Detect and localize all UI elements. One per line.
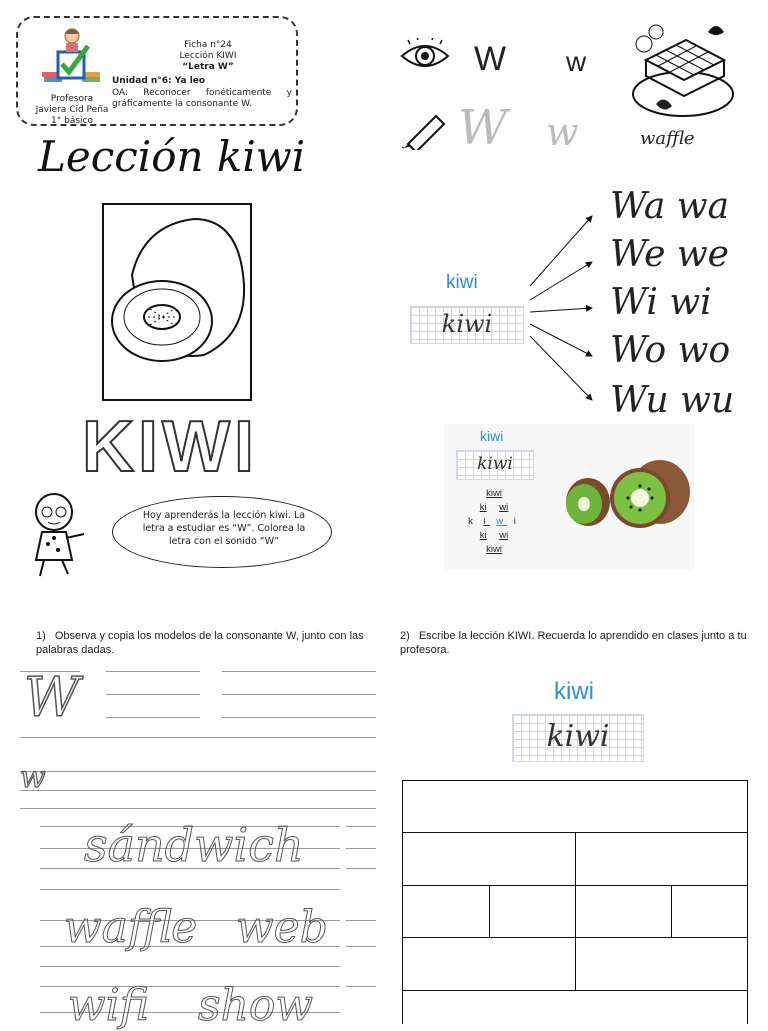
ficha-info bbox=[128, 40, 288, 73]
syllable-wi: Wi wi bbox=[610, 282, 712, 323]
trace-word-wifi: wifi bbox=[68, 980, 150, 1031]
exercise2-word: kiwi bbox=[554, 678, 594, 705]
teacher-name: Javiera Cid Peña bbox=[35, 105, 109, 115]
tree-wi-2: wi bbox=[499, 530, 509, 541]
lesson-name: Lección KIWI bbox=[179, 51, 237, 61]
teacher-info bbox=[30, 94, 114, 127]
trace-word-show: show bbox=[198, 980, 314, 1031]
tree-letter-i1: i bbox=[483, 516, 490, 527]
speech-text: Hoy aprenderás la lección kiwi. La letra a estudiar es “W”. Colorea la letra con el sonido “W” bbox=[142, 510, 306, 547]
trace-lowercase-w: w bbox=[20, 760, 46, 795]
girl-illustration bbox=[24, 488, 94, 582]
speech-bubble bbox=[112, 496, 332, 568]
kiwi-coloring-image bbox=[102, 203, 252, 401]
tree-letter-k: k bbox=[468, 516, 477, 527]
breakdown-cursive: kiwi bbox=[456, 450, 534, 480]
teacher-label: Profesora bbox=[50, 94, 94, 104]
grid-cell-syllable-2[interactable] bbox=[575, 832, 748, 886]
exercise1-number: 1) bbox=[36, 630, 46, 642]
objective-text: OA: Reconocer fonéticamente y gráficamente la consonante W. bbox=[112, 88, 292, 109]
syllable-tree bbox=[460, 488, 528, 555]
syllable-we: We we bbox=[610, 234, 729, 275]
ficha-number: Ficha n°24 bbox=[184, 40, 232, 50]
grid-cell-syllable-1[interactable] bbox=[402, 832, 576, 886]
trace-word-waffle: waffle bbox=[64, 902, 198, 953]
grid-cell-letter-3[interactable] bbox=[575, 885, 672, 938]
trace-word-sandwich: sándwich bbox=[84, 818, 304, 872]
cursive-lowercase-w: w bbox=[546, 110, 579, 154]
grid-cell-syllable-3[interactable] bbox=[402, 937, 576, 991]
exercise2-text: Escribe la lección KIWI. Recuerda lo aprendido en clases junto a tu profesora. bbox=[400, 630, 747, 656]
print-uppercase-w: W bbox=[474, 40, 507, 78]
cursive-uppercase-w: W bbox=[458, 100, 508, 156]
tree-row2 bbox=[460, 502, 528, 513]
tree-row1: kiwi bbox=[486, 488, 502, 499]
grid-cell-letter-2[interactable] bbox=[489, 885, 576, 938]
tree-row4 bbox=[460, 530, 528, 541]
kiwi-fruit-photo bbox=[560, 456, 694, 540]
header-box bbox=[16, 16, 298, 126]
trace-uppercase-w: W bbox=[24, 666, 80, 729]
teacher-illustration bbox=[36, 24, 106, 94]
exercise2-number: 2) bbox=[400, 630, 410, 642]
tree-row5: kiwi bbox=[486, 544, 502, 555]
diagram-word: kiwi bbox=[446, 272, 478, 293]
syllable-wo: Wo wo bbox=[610, 330, 731, 371]
letter-name: “Letra W” bbox=[182, 62, 234, 72]
breakdown-word: kiwi bbox=[480, 428, 504, 444]
grid-cell-letter-1[interactable] bbox=[402, 885, 490, 938]
waffle-label: waffle bbox=[640, 128, 695, 149]
grid-row-word-2[interactable] bbox=[402, 990, 748, 1024]
exercise2-cursive-word: kiwi bbox=[512, 714, 644, 762]
diagram-cursive-word: kiwi bbox=[410, 306, 524, 344]
print-lowercase-w: w bbox=[566, 46, 587, 77]
tree-row3 bbox=[460, 516, 528, 527]
grid-cell-letter-4[interactable] bbox=[671, 885, 748, 938]
syllable-wu: Wu wu bbox=[610, 380, 735, 421]
tree-letter-i2: i bbox=[513, 516, 520, 527]
syllable-wa: Wa wa bbox=[610, 186, 730, 227]
exercise2-instructions bbox=[400, 629, 750, 657]
page-title: Lección kiwi bbox=[38, 132, 306, 181]
exercise1-text: Observa y copia los modelos de la consonante W, junto con las palabras dadas. bbox=[36, 630, 364, 656]
tree-letter-w: w bbox=[496, 516, 508, 527]
diagram-arrows bbox=[520, 200, 620, 420]
unit-label: Unidad n°6: Ya leo bbox=[112, 76, 206, 86]
exercise1-instructions bbox=[36, 629, 376, 657]
grade-label: 1° básico bbox=[51, 116, 93, 126]
tree-wi-1: wi bbox=[499, 502, 509, 513]
trace-word-web: web bbox=[236, 902, 328, 953]
grid-row-word[interactable] bbox=[402, 780, 748, 833]
tree-ki-1: ki bbox=[479, 502, 487, 513]
waffle-illustration bbox=[628, 14, 738, 128]
kiwi-outline-letters: KIWI bbox=[82, 407, 258, 487]
pencil-icon bbox=[402, 110, 448, 154]
grid-cell-syllable-4[interactable] bbox=[575, 937, 748, 991]
eye-icon bbox=[400, 38, 450, 78]
tree-ki-2: ki bbox=[479, 530, 487, 541]
